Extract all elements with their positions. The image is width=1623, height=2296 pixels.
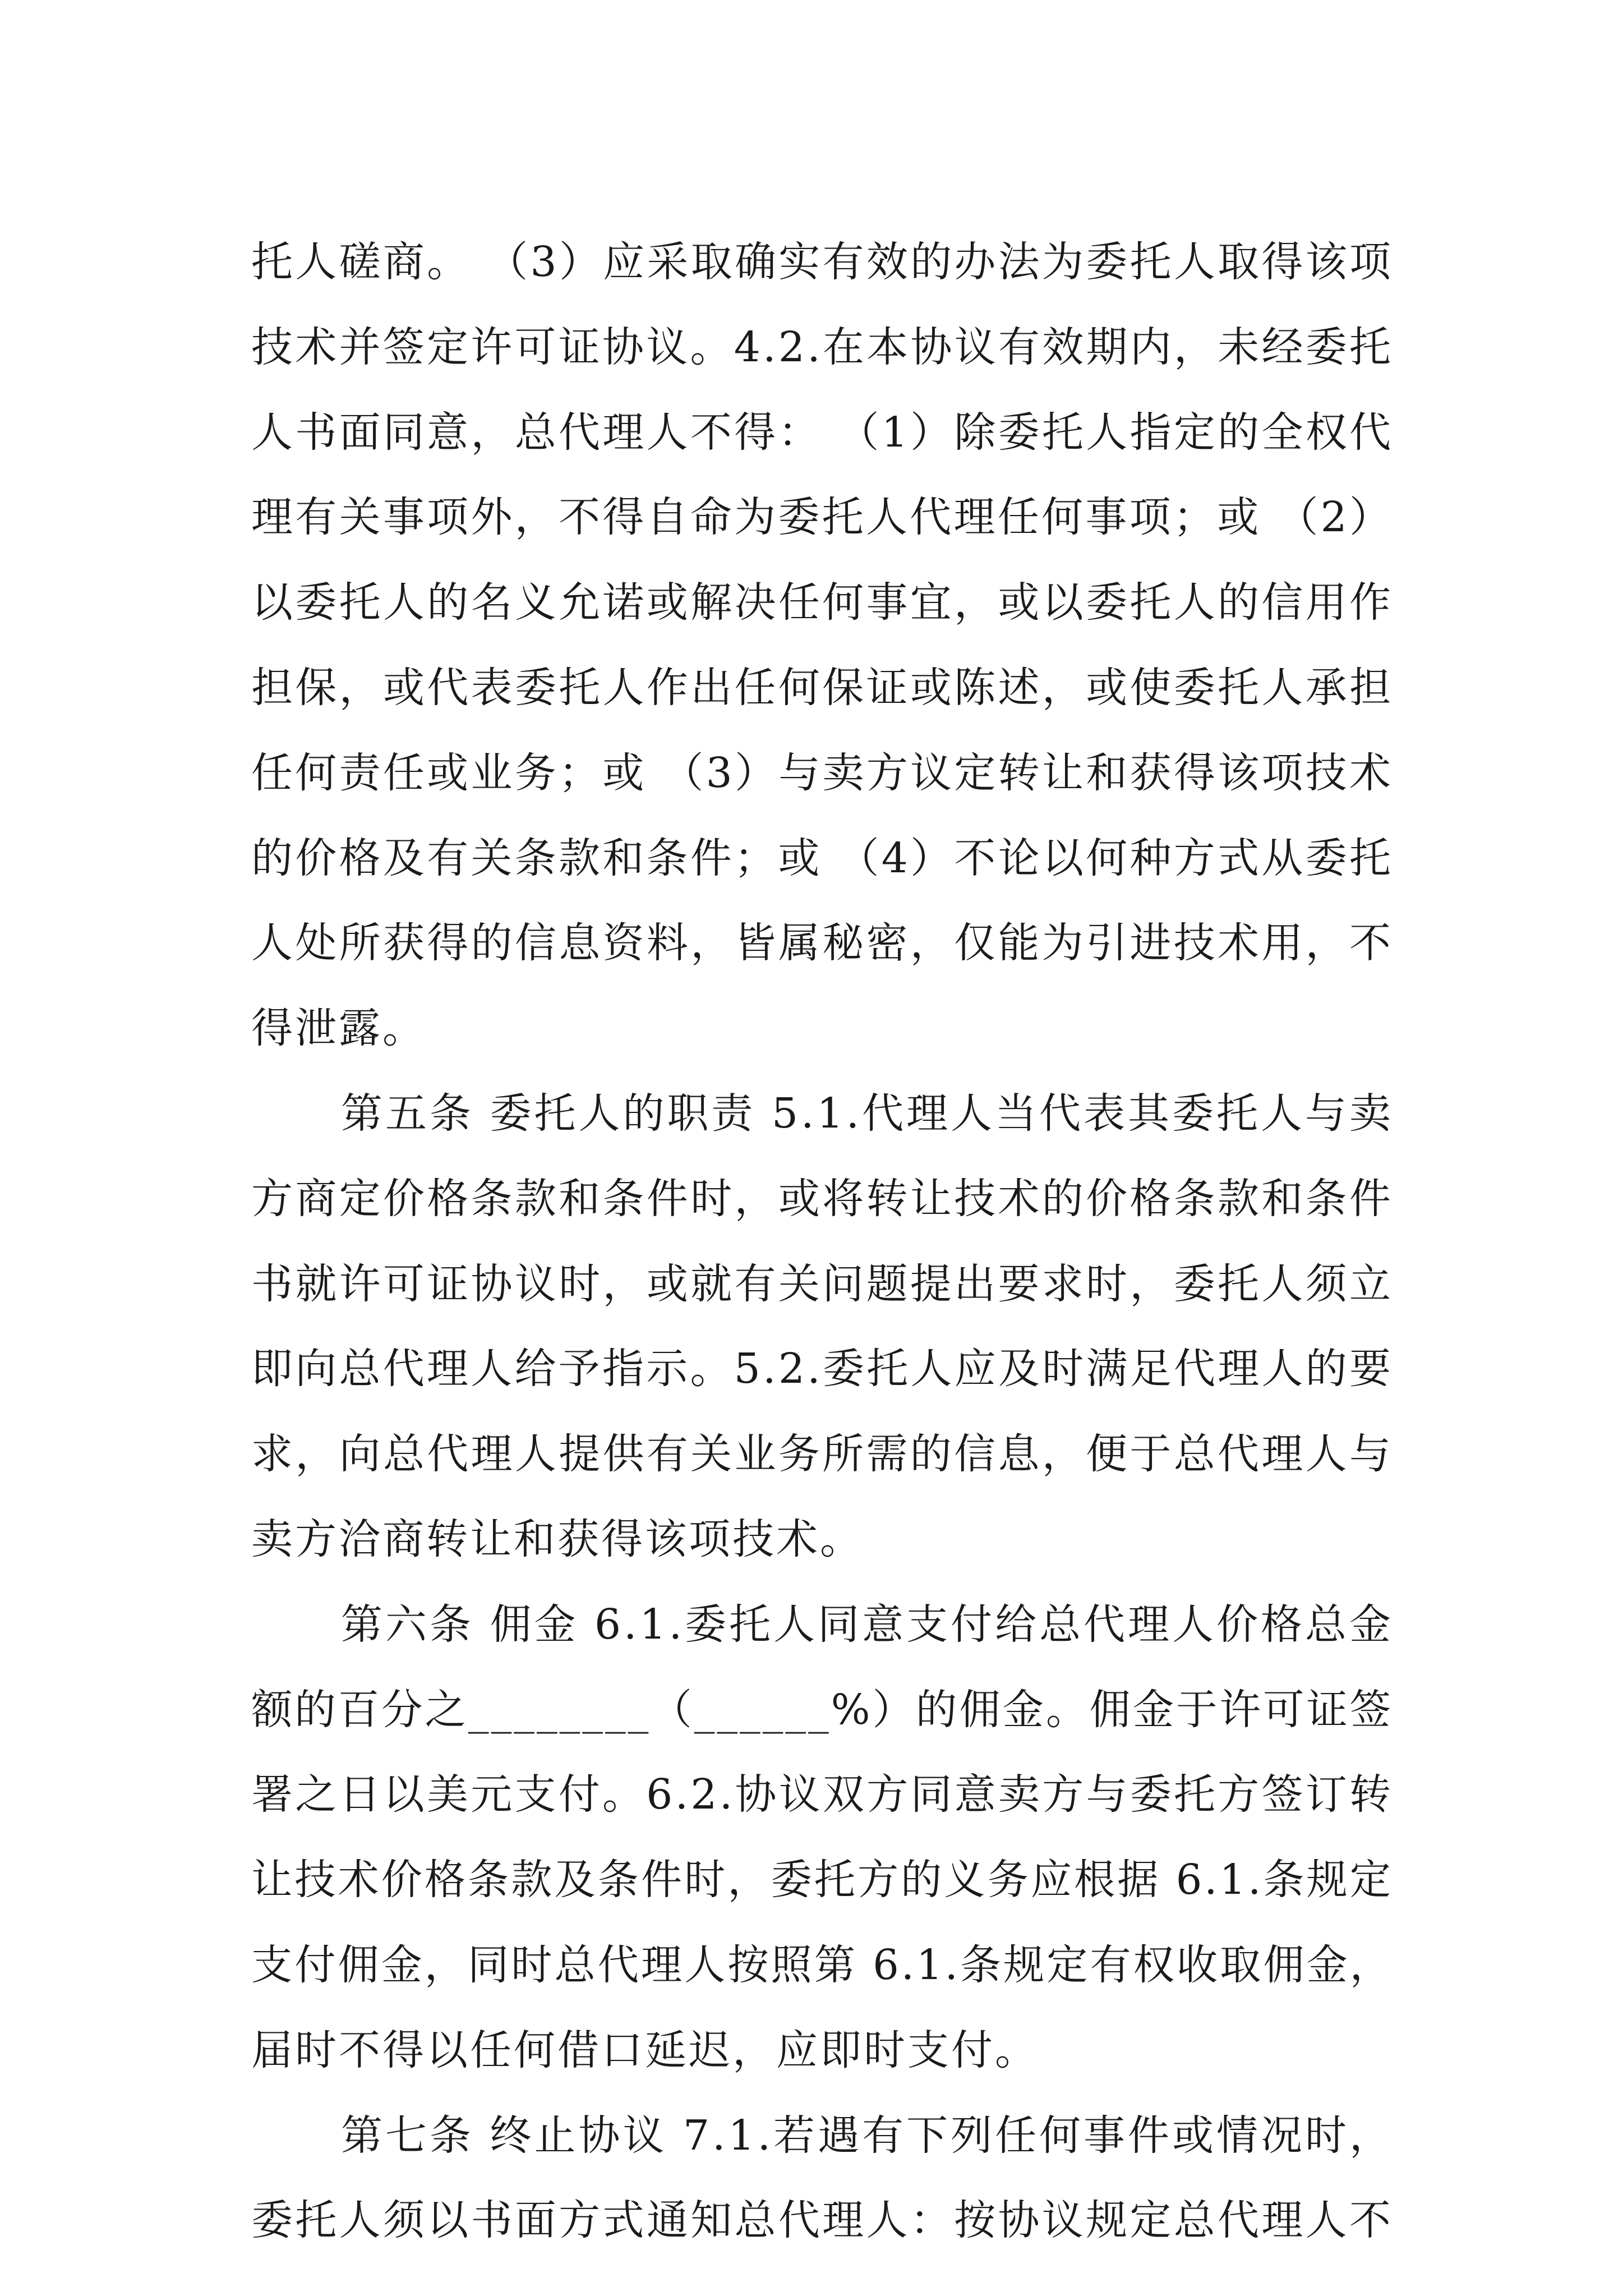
text-line: 理有关事项外，不得自命为委托人代理任何事项；或 （2）: [251, 493, 1394, 542]
text-line: 第七条 终止协议 7.1.若遇有下列任何事件或情况时，: [341, 2111, 1394, 2160]
text-line: 得泄露。: [251, 1004, 426, 1053]
paragraph-article-6: [251, 1582, 1393, 2093]
text-line: 以委托人的名义允诺或解决任何事宜，或以委托人的信用作: [251, 578, 1394, 627]
text-line: 支付佣金，同时总代理人按照第 6.1.条规定有权收取佣金，: [251, 1940, 1393, 1989]
text-line: 署之日以美元支付。6.2.协议双方同意卖方与委托方签订转: [251, 1770, 1394, 1819]
text-line: 托人磋商。 （3）应采取确实有效的办法为委托人取得该项: [251, 238, 1394, 286]
paragraph-article-7: [251, 2093, 1393, 2264]
text-line: 即向总代理人给予指示。5.2.委托人应及时满足代理人的要: [251, 1345, 1394, 1393]
document-body: [251, 220, 1393, 2263]
text-line: 届时不得以任何借口延迟，应即时支付。: [251, 2026, 1039, 2074]
paragraph-article-4-continued: [251, 220, 1393, 1071]
text-line: 的价格及有关条款和条件；或 （4）不论以何种方式从委托: [251, 834, 1394, 882]
text-line: 卖方洽商转让和获得该项技术。: [251, 1515, 864, 1563]
text-line: 让技术价格条款及条件时，委托方的义务应根据 6.1.条规定: [251, 1856, 1393, 1904]
text-line: 书就许可证协议时，或就有关问题提出要求时，委托人须立: [251, 1259, 1394, 1308]
text-line: 方商定价格条款和条件时，或将转让技术的价格条款和条件: [251, 1174, 1394, 1223]
text-line: 委托人须以书面方式通知总代理人：按协议规定总代理人不: [251, 2196, 1394, 2245]
text-line: 人处所获得的信息资料，皆属秘密，仅能为引进技术用，不: [251, 919, 1394, 968]
text-line: 人书面同意，总代理人不得： （1）除委托人指定的全权代: [251, 408, 1394, 457]
text-line: 担保，或代表委托人作出任何保证或陈述，或使委托人承担: [251, 663, 1394, 712]
text-line: 任何责任或业务；或 （3）与卖方议定转让和获得该项技术: [251, 748, 1394, 797]
text-line: 技术并签定许可证协议。4.2.在本协议有效期内，未经委托: [251, 323, 1394, 371]
text-line: 额的百分之________（______%）的佣金。佣金于许可证签: [251, 1685, 1394, 1734]
paragraph-article-5: [251, 1071, 1393, 1582]
text-line: 求，向总代理人提供有关业务所需的信息，便于总代理人与: [251, 1430, 1394, 1479]
text-line: 第五条 委托人的职责 5.1.代理人当代表其委托人与卖: [341, 1089, 1394, 1138]
text-line: 第六条 佣金 6.1.委托人同意支付给总代理人价格总金: [341, 1600, 1394, 1649]
